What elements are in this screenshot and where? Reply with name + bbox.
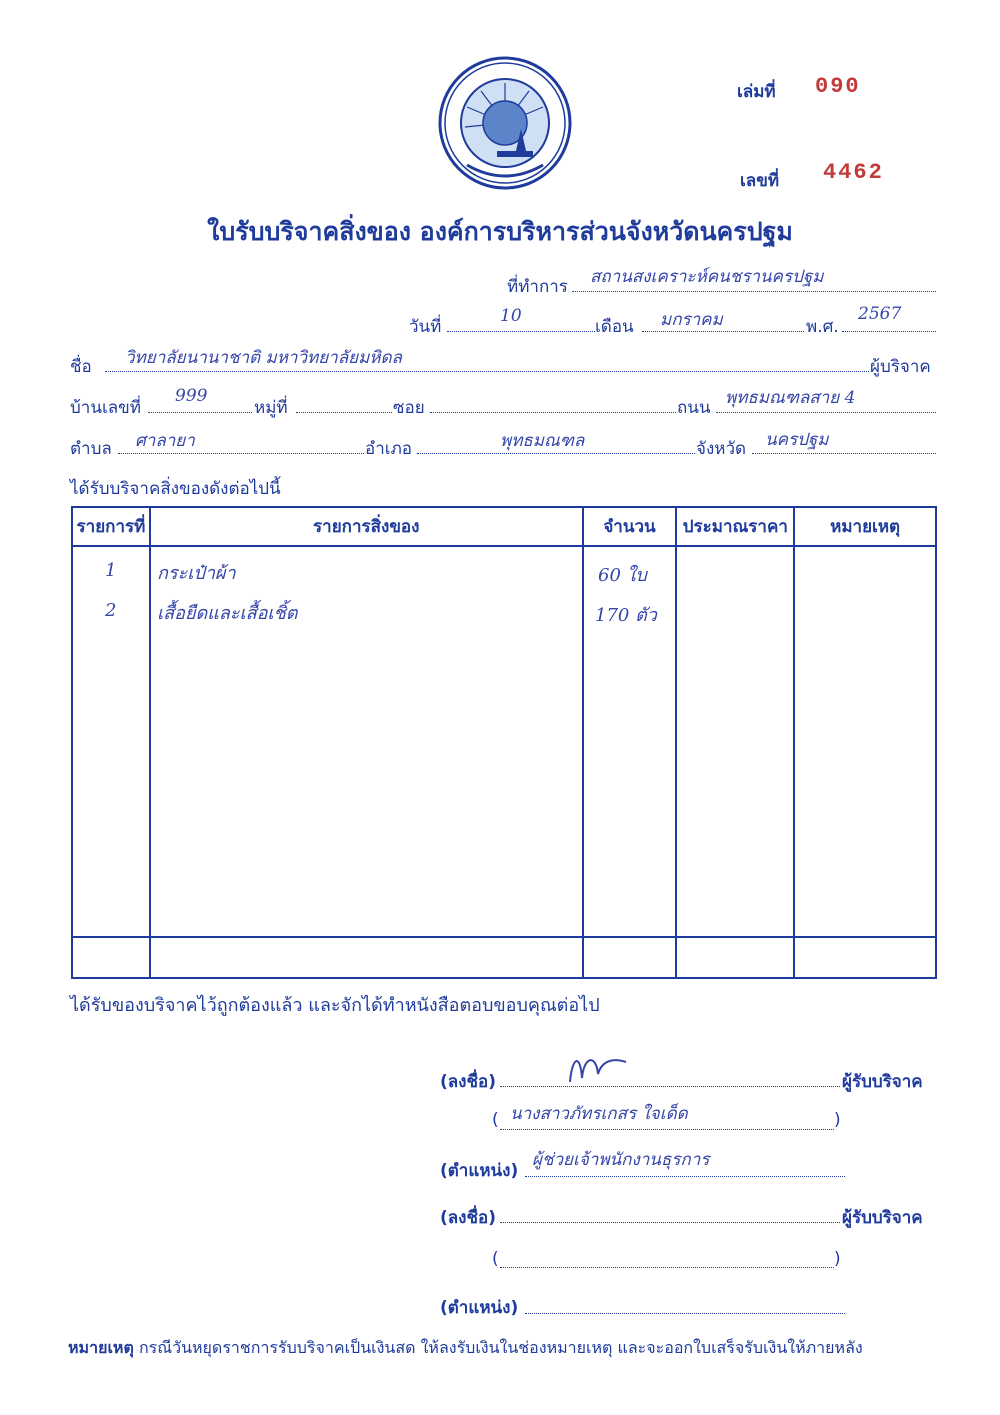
- donor-suffix: ผู้บริจาค: [870, 357, 931, 377]
- sign2-label: (ลงชื่อ): [440, 1208, 497, 1228]
- house-label: บ้านเลขที่: [70, 398, 142, 418]
- header-qty: จำนวน: [583, 507, 677, 546]
- organization-seal: [437, 55, 573, 191]
- date-year-value: 2567: [858, 304, 902, 324]
- date-month-label: เดือน: [595, 317, 634, 337]
- sign2-line: [500, 1222, 840, 1223]
- province-line: [752, 453, 936, 454]
- row1-item: กระเป๋าผ้า: [157, 563, 236, 584]
- road-line: [716, 412, 936, 413]
- date-day-label: วันที่: [409, 317, 442, 337]
- name1-line: [500, 1129, 834, 1130]
- footer-label: หมายเหตุ: [68, 1338, 134, 1357]
- donor-name-label: ชื่อ: [70, 357, 92, 377]
- document-title: ใบรับบริจาคสิ่งของ องค์การบริหารส่วนจังหวัดนครปฐม: [207, 217, 793, 246]
- name1-close-paren: ): [834, 1110, 841, 1130]
- position1-label: (ตำแหน่ง): [440, 1161, 519, 1181]
- road-label: ถนน: [677, 398, 711, 418]
- name2-line: [500, 1267, 834, 1268]
- date-month-value: มกราคม: [660, 310, 723, 330]
- header-no: รายการที่: [72, 507, 150, 546]
- table-total-row: [72, 937, 936, 978]
- header-price: ประมาณราคา: [676, 507, 794, 546]
- donor-name-value: วิทยาลัยนานาชาติ มหาวิทยาลัยมหิดล: [125, 348, 402, 368]
- date-year-line: [842, 331, 936, 332]
- header-note: หมายเหตุ: [794, 507, 936, 546]
- acknowledge-text: ได้รับของบริจาคไว้ถูกต้องแล้ว และจักได้ทำหนังสือตอบขอบคุณต่อไป: [70, 995, 600, 1016]
- name2-close-paren: ): [834, 1249, 841, 1269]
- moo-label: หมู่ที่: [254, 398, 288, 418]
- province-value: นครปฐม: [765, 430, 829, 450]
- name1-open-paren: (: [492, 1110, 499, 1130]
- number-value: 4462: [823, 160, 884, 185]
- sign1-line: [500, 1086, 840, 1087]
- sign1-role: ผู้รับบริจาค: [842, 1072, 923, 1092]
- footer-text: กรณีวันหยุดราชการรับบริจาคเป็นเงินสด ให้ลงรับเงินในช่องหมายเหตุ และจะออกใบเสร็จรับเงินให้ภายหลัง: [138, 1338, 863, 1357]
- province-label: จังหวัด: [696, 439, 747, 459]
- row2-item: เสื้อยืดและเสื้อเชิ้ต: [157, 603, 298, 624]
- date-day-value: 10: [500, 306, 522, 326]
- signature-scribble: [562, 1048, 632, 1092]
- position1-value: ผู้ช่วยเจ้าพนักงานธุรการ: [532, 1150, 710, 1170]
- row2-qty: 170 ตัว: [595, 605, 657, 626]
- house-value: 999: [175, 386, 208, 406]
- house-line: [148, 412, 252, 413]
- amphoe-value: พุทธมณฑล: [500, 431, 585, 451]
- moo-line: [296, 412, 392, 413]
- tambon-value: ศาลายา: [135, 431, 195, 451]
- name2-open-paren: (: [492, 1249, 499, 1269]
- header-item: รายการสิ่งของ: [150, 507, 583, 546]
- received-intro: ได้รับบริจาคสิ่งของดังต่อไปนี้: [70, 479, 281, 499]
- position2-line: [525, 1313, 845, 1314]
- name1-value: นางสาวภัทรเกสร ใจเด็ด: [510, 1104, 688, 1124]
- number-label: เลขที่: [740, 171, 780, 191]
- date-year-label: พ.ศ.: [806, 317, 839, 337]
- donor-name-line: [105, 371, 869, 372]
- office-dotted-line: [572, 291, 936, 292]
- book-label: เล่มที่: [737, 82, 776, 102]
- position2-label: (ตำแหน่ง): [440, 1298, 519, 1318]
- soi-label: ซอย: [393, 398, 425, 418]
- road-value: พุทธมณฑลสาย 4: [725, 388, 856, 408]
- office-label: ที่ทำการ: [507, 277, 568, 297]
- amphoe-label: อำเภอ: [365, 439, 412, 459]
- row1-no: 1: [105, 560, 117, 581]
- sign1-label: (ลงชื่อ): [440, 1072, 497, 1092]
- row2-no: 2: [105, 600, 117, 621]
- office-value: สถานสงเคราะห์คนชรานครปฐม: [590, 267, 824, 287]
- date-day-line: [447, 331, 595, 332]
- tambon-label: ตำบล: [70, 439, 112, 459]
- sign2-role: ผู้รับบริจาค: [842, 1208, 923, 1228]
- soi-line: [430, 412, 676, 413]
- book-value: 090: [815, 74, 861, 99]
- row1-qty: 60 ใบ: [598, 565, 647, 586]
- position1-line: [525, 1176, 845, 1177]
- table-header-row: [72, 507, 936, 546]
- footer-note: [68, 1336, 863, 1361]
